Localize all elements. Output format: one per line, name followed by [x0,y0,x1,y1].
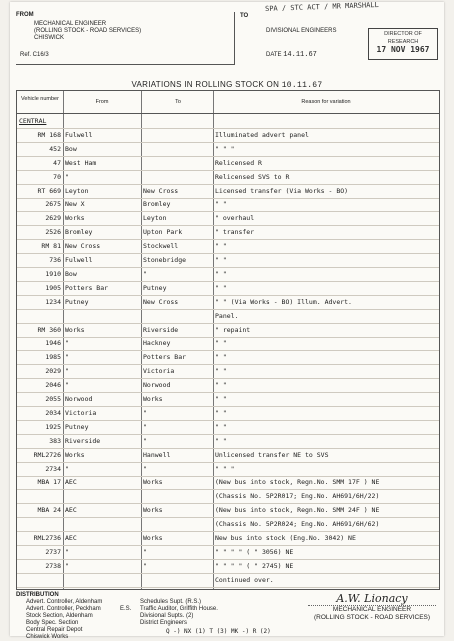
from-cell: " [65,172,69,181]
from-cell: Norwood [65,395,93,403]
to-cell: Stockwell [143,242,179,251]
table-row [17,393,439,407]
table-row [17,546,439,560]
to-cell: New Cross [143,186,179,195]
vehicle-cell: 70 [53,172,61,181]
variations-table [16,90,440,590]
to-label: TO [240,13,249,19]
reason-cell: " " " " ( " 2745) NE [215,561,294,570]
from-cell: New X [65,200,85,209]
table-row [17,240,439,254]
table-row [17,490,439,504]
table-row [17,324,439,338]
table-row [17,337,439,351]
from-cell: " [65,353,69,362]
vehicle-cell: 1985 [45,353,61,362]
to-cell: Works [143,395,163,403]
distribution-item: Schedules Supt. (R.S.) [140,599,202,605]
table-row [17,226,439,240]
document-title [10,80,444,90]
reason-cell: (Chassis No. 5P2R024; Eng.No. AH691/6H/62) [215,520,380,529]
stamp-line: RESEARCH [387,39,419,45]
vehicle-cell: 1946 [45,339,61,348]
header-vehicle: Vehicle number [21,96,59,102]
table-row [17,518,439,532]
memo-header [10,2,444,62]
reason-cell: " " [215,269,227,278]
date-label: DATE [266,52,282,58]
from-cell: New Cross [65,242,101,251]
from-cell: Putney [65,422,89,431]
received-stamp [368,28,438,60]
to-cell: Works [143,534,163,542]
reason-cell: " " [215,395,227,403]
from-cell: " [65,339,69,348]
distribution-item: Chiswick Works [26,634,69,640]
table-row [17,143,439,157]
reason-cell: " " [215,283,227,292]
from-cell: Riverside [65,436,101,445]
date-row [266,52,317,59]
distribution-item: District Engineers [140,620,188,626]
table-row [17,407,439,421]
distribution-item: Advert. Controller, Peckham [26,606,101,612]
from-cell: AEC [65,506,77,515]
reason-cell: " " [215,339,227,348]
distribution-item: Stock Section, Aldenham [26,613,93,619]
vehicle-cell: 2737 [45,547,61,556]
vehicle-cell: 383 [49,436,61,445]
table-header [17,91,439,114]
table-row [17,532,439,546]
reason-cell: " " [215,436,227,445]
table-row [17,282,439,296]
vehicle-cell: 452 [49,144,61,153]
from-cell: Fulwell [65,256,93,264]
vehicle-cell: 2055 [45,395,61,403]
reason-cell: Continued over. [215,575,274,584]
to-cell: Stonebridge [143,256,187,264]
reason-cell: " " [215,408,227,417]
table-row [17,212,439,226]
reason-cell: Panel. [215,311,239,320]
memo-footer [16,592,438,640]
to-cell: Bromley [143,200,171,209]
from-cell: AEC [65,478,77,487]
vehicle-cell: 2738 [45,561,61,570]
distribution-label: DISTRIBUTION [16,592,59,598]
from-cell: Bromley [65,228,93,237]
vehicle-cell: 1925 [45,422,61,431]
table-row [17,310,439,324]
reason-cell: " " [215,242,227,251]
from-cell: Fulwell [65,130,93,139]
vehicle-cell: 1234 [45,297,61,306]
reason-cell: " " (Via Works - BO) Illum. Advert. [215,297,352,306]
from-cell: Victoria [65,408,97,417]
table-row [17,268,439,282]
vehicle-cell: 2629 [45,214,61,223]
reason-cell: " transfer [215,228,255,237]
to-cell: " [143,547,147,556]
table-row [17,435,439,449]
vehicle-cell: RT 669 [37,186,61,195]
document-page [10,0,444,640]
vehicle-cell: 1905 [45,283,61,292]
to-cell: " [143,464,147,473]
to-cell: Hanwell [143,450,171,459]
reason-cell: " " [215,422,227,431]
distribution-item: Advert. Controller, Aldenham [26,599,103,605]
from-cell: Bow [65,269,77,278]
table-row [17,476,439,490]
reason-cell: New bus into stock (Eng.No. 3042) NE [215,534,356,542]
to-cell: Putney [143,283,167,292]
distribution-item: Central Repair Depot [26,627,83,633]
reason-cell: " " [215,200,227,209]
table-row [17,157,439,171]
from-line: (ROLLING STOCK - ROAD SERVICES) [34,28,142,34]
to-cell: Potters Bar [143,353,187,362]
reason-cell: Relicensed R [215,158,262,167]
header-to: To [175,99,181,105]
table-row [17,185,439,199]
vehicle-cell: RML2736 [33,534,61,542]
vehicle-cell: 47 [53,158,61,167]
distribution-list-2 [140,599,260,627]
table-row [17,379,439,393]
table-row [17,129,439,143]
vehicle-cell: 1910 [45,269,61,278]
reason-cell: (New bus into stock, Regn.No. SMM 17F ) NE [215,478,380,487]
from-cell: Works [65,214,85,223]
table-row [17,171,439,185]
vehicle-cell: RML2726 [33,450,61,459]
to-cell: New Cross [143,297,179,306]
to-cell: Works [143,478,163,487]
reason-cell: " " " " ( " 3056) NE [215,547,294,556]
vehicle-cell: 2034 [45,408,61,417]
to-cell: Leyton [143,214,167,223]
vehicle-cell: RM 81 [41,242,61,251]
reference: Ref. C16/3 [20,52,49,58]
distribution-item: Traffic Auditor, Griffith House. [140,606,218,612]
table-row [17,115,439,129]
vehicle-cell: 736 [49,256,61,264]
title-text: VARIATIONS IN ROLLING STOCK ON [131,80,280,89]
date-value: 14.11.67 [283,51,317,59]
table-row [17,351,439,365]
vehicle-cell: RM 168 [37,130,61,139]
distribution-item: Divisional Supts. (2) [140,613,194,619]
reason-cell: Unlicensed transfer NE to SVS [215,450,329,459]
reason-cell: " overhaul [215,214,255,223]
from-cell: " [65,547,69,556]
reason-cell: " " " [215,464,235,473]
title-date: 10.11.67 [281,81,323,90]
distribution-item: Body Spec. Section [26,620,79,626]
to-cell: Norwood [143,381,171,390]
reason-cell: " " [215,353,227,362]
reason-cell: " " [215,367,227,376]
table-row [17,254,439,268]
from-cell: Potters Bar [65,283,109,292]
vehicle-cell: 2029 [45,367,61,376]
vehicle-cell: MBA 17 [37,478,61,487]
from-cell: Works [65,450,85,459]
table-row [17,463,439,477]
reason-cell: " " [215,256,227,264]
to-cell: " [143,408,147,417]
from-cell: " [65,464,69,473]
table-row [17,574,439,588]
distribution-codes: Q -) NX (1) T (3) MK -) R (2) [166,628,271,635]
vehicle-cell: 2675 [45,200,61,209]
table-row [17,504,439,518]
reason-cell: (Chassis No. 5P2R017; Eng.No. AH691/6H/22) [215,492,380,501]
signature: A.W. Lionacy [308,592,436,606]
table-row [17,296,439,310]
vehicle-cell: 2734 [45,464,61,473]
header-reason: Reason for variation [301,99,351,105]
reason-cell: Illuminated advert panel [215,130,309,139]
from-cell: Putney [65,297,89,306]
from-cell: Works [65,325,85,334]
handwritten-annotation: SPA / STC ACT / MR MARSHALL [264,0,379,13]
to-cell: Upton Park [143,228,183,237]
from-cell: AEC [65,534,77,542]
to-cell: Hackney [143,339,171,348]
from-line: MECHANICAL ENGINEER [34,21,107,27]
table-row [17,560,439,574]
reason-cell: " " [215,381,227,390]
vehicle-cell: RM 360 [37,325,61,334]
from-cell: West Ham [65,158,97,167]
to-cell: " [143,269,147,278]
signatory-title: MECHANICAL ENGINEER [332,606,412,613]
to-cell: " [143,436,147,445]
to-cell: Victoria [143,367,175,376]
to-cell: Works [143,506,163,515]
from-cell: " [65,381,69,390]
from-cell: Bow [65,144,77,153]
stamp-line: DIRECTOR OF [384,31,422,37]
signatory-department: (ROLLING STOCK - ROAD SERVICES) [313,614,431,621]
from-line: CHISWICK [34,35,64,41]
from-address [34,21,224,42]
vehicle-cell: MBA 24 [37,506,61,515]
from-cell: " [65,367,69,376]
table-row [17,198,439,212]
vehicle-cell: CENTRAL [19,117,47,125]
vehicle-cell: 2526 [45,228,61,237]
reason-cell: " " " [215,144,235,153]
reason-cell: Relicensed SVS to R [215,172,290,181]
from-cell: " [65,561,69,570]
to-cell: " [143,422,147,431]
reason-cell: Licensed transfer (Via Works - BO) [215,186,349,195]
to-recipient: DIVISIONAL ENGINEERS [266,28,337,34]
to-cell: " [143,561,147,570]
from-label: FROM [16,12,34,18]
to-cell: Riverside [143,325,179,334]
distribution-es: E.S. [120,606,132,612]
signature-block [308,592,436,622]
from-cell: Leyton [65,186,89,195]
reason-cell: " repaint [215,325,251,334]
table-row [17,449,439,463]
header-from: From [95,99,109,105]
table-row [17,421,439,435]
stamp-date: 17 NOV 1967 [376,45,430,54]
table-row [17,365,439,379]
vehicle-cell: 2046 [45,381,61,390]
reason-cell: (New bus into stock, Regn.No. SMM 24F ) NE [215,506,380,515]
